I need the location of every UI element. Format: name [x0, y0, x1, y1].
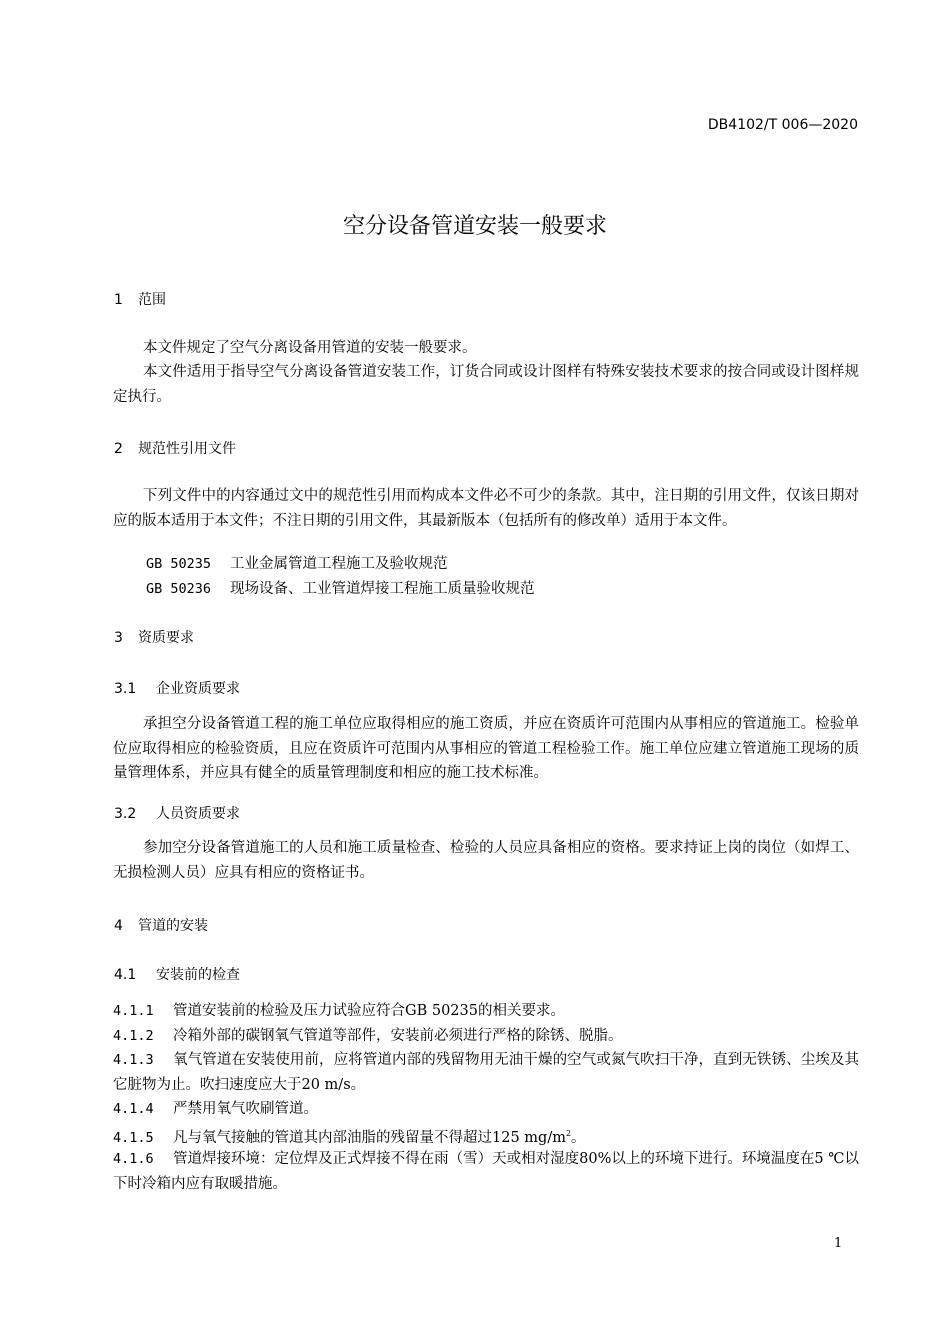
subsection-heading-4-1: [114, 964, 240, 984]
clause-text: 严禁用氧气吹刷管道。: [173, 1101, 318, 1117]
document-number: DB4102/T 006—2020: [707, 117, 858, 133]
paragraph: 承担空分设备管道工程的施工单位应取得相应的施工资质，并应在资质许可范围内从事相应的管道施工。检验单位应取得相应的检验资质，且应在资质许可范围内从事相应的管道工程检验工作。施工单位应建立管道施工现场的质量管理体系，并应具有健全的质量管理制度和相应的施工技术标准。: [113, 716, 859, 781]
clause-text: 管道安装前的检验及压力试验应符合GB 50235的相关要求。: [173, 1003, 565, 1019]
reference-code: GB 50235: [146, 556, 212, 572]
subsection-title: 企业资质要求: [156, 681, 240, 697]
clause-item: [113, 999, 859, 1024]
section-number: 3: [114, 630, 123, 646]
clause-item: [113, 1147, 859, 1196]
section-title: 资质要求: [138, 630, 194, 646]
section-title: 管道的安装: [138, 918, 208, 934]
clause-text: 管道焊接环境：定位焊及正式焊接不得在雨（雪）天或相对湿度80%以上的环境下进行。环境温度在5 ℃以下时冷箱内应有取暖措施。: [113, 1151, 859, 1192]
clause-number: 4.1.3: [113, 1052, 154, 1068]
section-heading-3: [114, 627, 194, 647]
reference-item: [146, 552, 448, 573]
clause-item: [113, 1048, 859, 1097]
clause-item: [113, 1097, 859, 1122]
paragraph: 下列文件中的内容通过文中的规范性引用而构成本文件必不可少的条款。其中，注日期的引用文件，仅该日期对应的版本适用于本文件；不注日期的引用文件，其最新版本（包括所有的修改单）适用于本文件。: [113, 488, 859, 529]
reference-item: [146, 577, 535, 598]
reference-name: 现场设备、工业管道焊接工程施工质量验收规范: [230, 581, 535, 597]
subsection-number: 3.2: [114, 806, 137, 822]
clause-text: 氧气管道在安装使用前，应将管道内部的残留物用无油干燥的空气或氮气吹扫干净，直到无铁锈、尘埃及其它脏物为止。吹扫速度应大于20 m/s。: [113, 1052, 859, 1093]
subsection-title: 安装前的检查: [156, 967, 240, 983]
section-number: 4: [114, 918, 123, 934]
section-number: 1: [114, 292, 123, 308]
subsection-heading-3-2: [114, 803, 240, 823]
clause-number: 4.1.5: [113, 1129, 154, 1146]
clause-text: 冷箱外部的碳钢氧气管道等部件，安装前必须进行严格的除锈、脱脂。: [173, 1028, 623, 1044]
paragraph: 参加空分设备管道施工的人员和施工质量检查、检验的人员应具备相应的资格。要求持证上岗的岗位（如焊工、无损检测人员）应具有相应的资格证书。: [113, 840, 859, 881]
section-heading-2: [114, 438, 236, 458]
clause-number: 4.1.2: [113, 1028, 154, 1044]
section-number: 2: [114, 441, 123, 457]
page-number: 1: [834, 1236, 843, 1251]
paragraph: 本文件规定了空气分离设备用管道的安装一般要求。: [143, 340, 477, 356]
subsection-number: 3.1: [114, 681, 137, 697]
subsection-number: 4.1: [114, 967, 137, 983]
section-title: 范围: [138, 292, 166, 308]
reference-code: GB 50236: [146, 581, 212, 597]
clause-number: 4.1.6: [113, 1151, 154, 1167]
reference-name: 工业金属管道工程施工及验收规范: [230, 556, 448, 572]
document-title: 空分设备管道安装一般要求: [342, 214, 607, 239]
clause-number: 4.1.1: [113, 1003, 154, 1019]
paragraph: 本文件适用于指导空气分离设备管道安装工作，订货合同或设计图样有特殊安装技术要求的按合同或设计图样规定执行。: [113, 364, 859, 405]
section-heading-4: [114, 915, 208, 935]
clause-item: [113, 1024, 859, 1049]
section-title: 规范性引用文件: [138, 441, 236, 457]
section-heading-1: [114, 289, 166, 309]
clause-text: 凡与氧气接触的管道其内部油脂的残留量不得超过125 mg/m: [173, 1129, 566, 1146]
superscript: 2: [565, 1129, 572, 1138]
subsection-heading-3-1: [114, 678, 240, 698]
subsection-title: 人员资质要求: [156, 806, 240, 822]
clause-number: 4.1.4: [113, 1101, 154, 1117]
clause-tail: 。: [571, 1129, 586, 1146]
